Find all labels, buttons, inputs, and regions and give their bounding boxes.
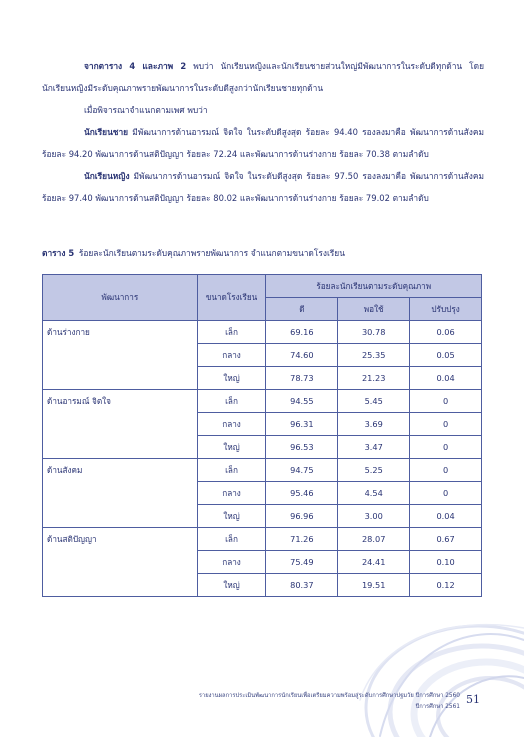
good-cell: 75.49 <box>266 551 338 574</box>
paragraph-2-text: เมื่อพิจารณาจำแนกตามเพศ พบว่า <box>84 105 208 115</box>
good-cell: 94.55 <box>266 390 338 413</box>
good-cell: 96.53 <box>266 436 338 459</box>
paragraph-4-lead: นักเรียนหญิง <box>84 171 130 181</box>
size-cell: กลาง <box>197 482 266 505</box>
good-cell: 95.46 <box>266 482 338 505</box>
size-cell: ใหญ่ <box>197 436 266 459</box>
fair-cell: 24.41 <box>338 551 410 574</box>
size-cell: กลาง <box>197 551 266 574</box>
good-cell: 74.60 <box>266 344 338 367</box>
paragraph-1-lead: จากตาราง 4 และภาพ 2 <box>84 61 187 71</box>
aspect-cell: ด้านสังคม <box>43 459 198 528</box>
size-cell: เล็ก <box>197 390 266 413</box>
header-fair: พอใช้ <box>338 298 410 321</box>
improve-cell: 0.10 <box>410 551 482 574</box>
header-good: ดี <box>266 298 338 321</box>
good-cell: 71.26 <box>266 528 338 551</box>
improve-cell: 0 <box>410 482 482 505</box>
header-quality-group: ร้อยละนักเรียนตามระดับคุณภาพ <box>266 275 482 298</box>
size-cell: ใหญ่ <box>197 574 266 597</box>
improve-cell: 0 <box>410 390 482 413</box>
fair-cell: 3.47 <box>338 436 410 459</box>
fair-cell: 28.07 <box>338 528 410 551</box>
table-caption-text: ร้อยละนักเรียนตามระดับคุณภาพรายพัฒนาการ จำแนกตามขนาดโรงเรียน <box>78 248 345 258</box>
fair-cell: 5.45 <box>338 390 410 413</box>
good-cell: 80.37 <box>266 574 338 597</box>
page-number: 51 <box>466 693 480 706</box>
aspect-cell: ด้านอารมณ์ จิตใจ <box>43 390 198 459</box>
size-cell: เล็ก <box>197 321 266 344</box>
improve-cell: 0.04 <box>410 505 482 528</box>
footer-line-2: ปีการศึกษา 2561 <box>415 704 460 710</box>
good-cell: 96.31 <box>266 413 338 436</box>
improve-cell: 0.06 <box>410 321 482 344</box>
good-cell: 94.75 <box>266 459 338 482</box>
footer-line-1: รายงานผลการประเมินพัฒนาการนักเรียนเพื่อเตรียมความพร้อมสู่ระดับการศึกษาปฐมวัย ปีการศึกษา 2560 <box>198 693 460 699</box>
improve-cell: 0.67 <box>410 528 482 551</box>
improve-cell: 0 <box>410 436 482 459</box>
aspect-cell: ด้านร่างกาย <box>43 321 198 390</box>
table-caption-label: ตาราง 5 <box>42 248 75 258</box>
fair-cell: 25.35 <box>338 344 410 367</box>
fair-cell: 30.78 <box>338 321 410 344</box>
improve-cell: 0 <box>410 413 482 436</box>
size-cell: เล็ก <box>197 528 266 551</box>
header-improve: ปรับปรุง <box>410 298 482 321</box>
paragraph-3-lead: นักเรียนชาย <box>84 127 129 137</box>
size-cell: กลาง <box>197 413 266 436</box>
size-cell: เล็ก <box>197 459 266 482</box>
paragraph-4-text: มีพัฒนาการด้านอารมณ์ จิตใจ ในระดับดีสูงสุด ร้อยละ 97.50 รองลงมาคือ พัฒนาการด้านสังคม ร้อยละ 97.40 พัฒนาการด้านสติปัญญา ร้อยละ 80.02 และพัฒนาการด้านร่างกาย ร้อยละ 79.02 ตามลำดับ <box>42 171 484 203</box>
aspect-cell: ด้านสติปัญญา <box>43 528 198 597</box>
improve-cell: 0.12 <box>410 574 482 597</box>
good-cell: 69.16 <box>266 321 338 344</box>
fair-cell: 3.69 <box>338 413 410 436</box>
fair-cell: 5.25 <box>338 459 410 482</box>
paragraph-1-text: พบว่า นักเรียนหญิงและนักเรียนชายส่วนใหญ่มีพัฒนาการในระดับดีทุกด้าน โดยนักเรียนหญิงมีระดับคุณภาพรายพัฒนาการในระดับดีสูงกว่านักเรียนชายทุกด้าน <box>42 61 484 93</box>
fair-cell: 3.00 <box>338 505 410 528</box>
fair-cell: 19.51 <box>338 574 410 597</box>
size-cell: ใหญ่ <box>197 367 266 390</box>
header-aspect: พัฒนาการ <box>43 275 198 321</box>
improve-cell: 0.04 <box>410 367 482 390</box>
improve-cell: 0.05 <box>410 344 482 367</box>
fair-cell: 4.54 <box>338 482 410 505</box>
good-cell: 96.96 <box>266 505 338 528</box>
paragraph-3-text: มีพัฒนาการด้านอารมณ์ จิตใจ ในระดับดีสูงสุด ร้อยละ 94.40 รองลงมาคือ พัฒนาการด้านสังคม ร้อยละ 94.20 พัฒนาการด้านสติปัญญา ร้อยละ 72.24 และพัฒนาการด้านร่างกาย ร้อยละ 70.38 ตามลำดับ <box>42 127 484 159</box>
size-cell: กลาง <box>197 344 266 367</box>
size-cell: ใหญ่ <box>197 505 266 528</box>
improve-cell: 0 <box>410 459 482 482</box>
good-cell: 78.73 <box>266 367 338 390</box>
header-school-size: ขนาดโรงเรียน <box>197 275 266 321</box>
fair-cell: 21.23 <box>338 367 410 390</box>
